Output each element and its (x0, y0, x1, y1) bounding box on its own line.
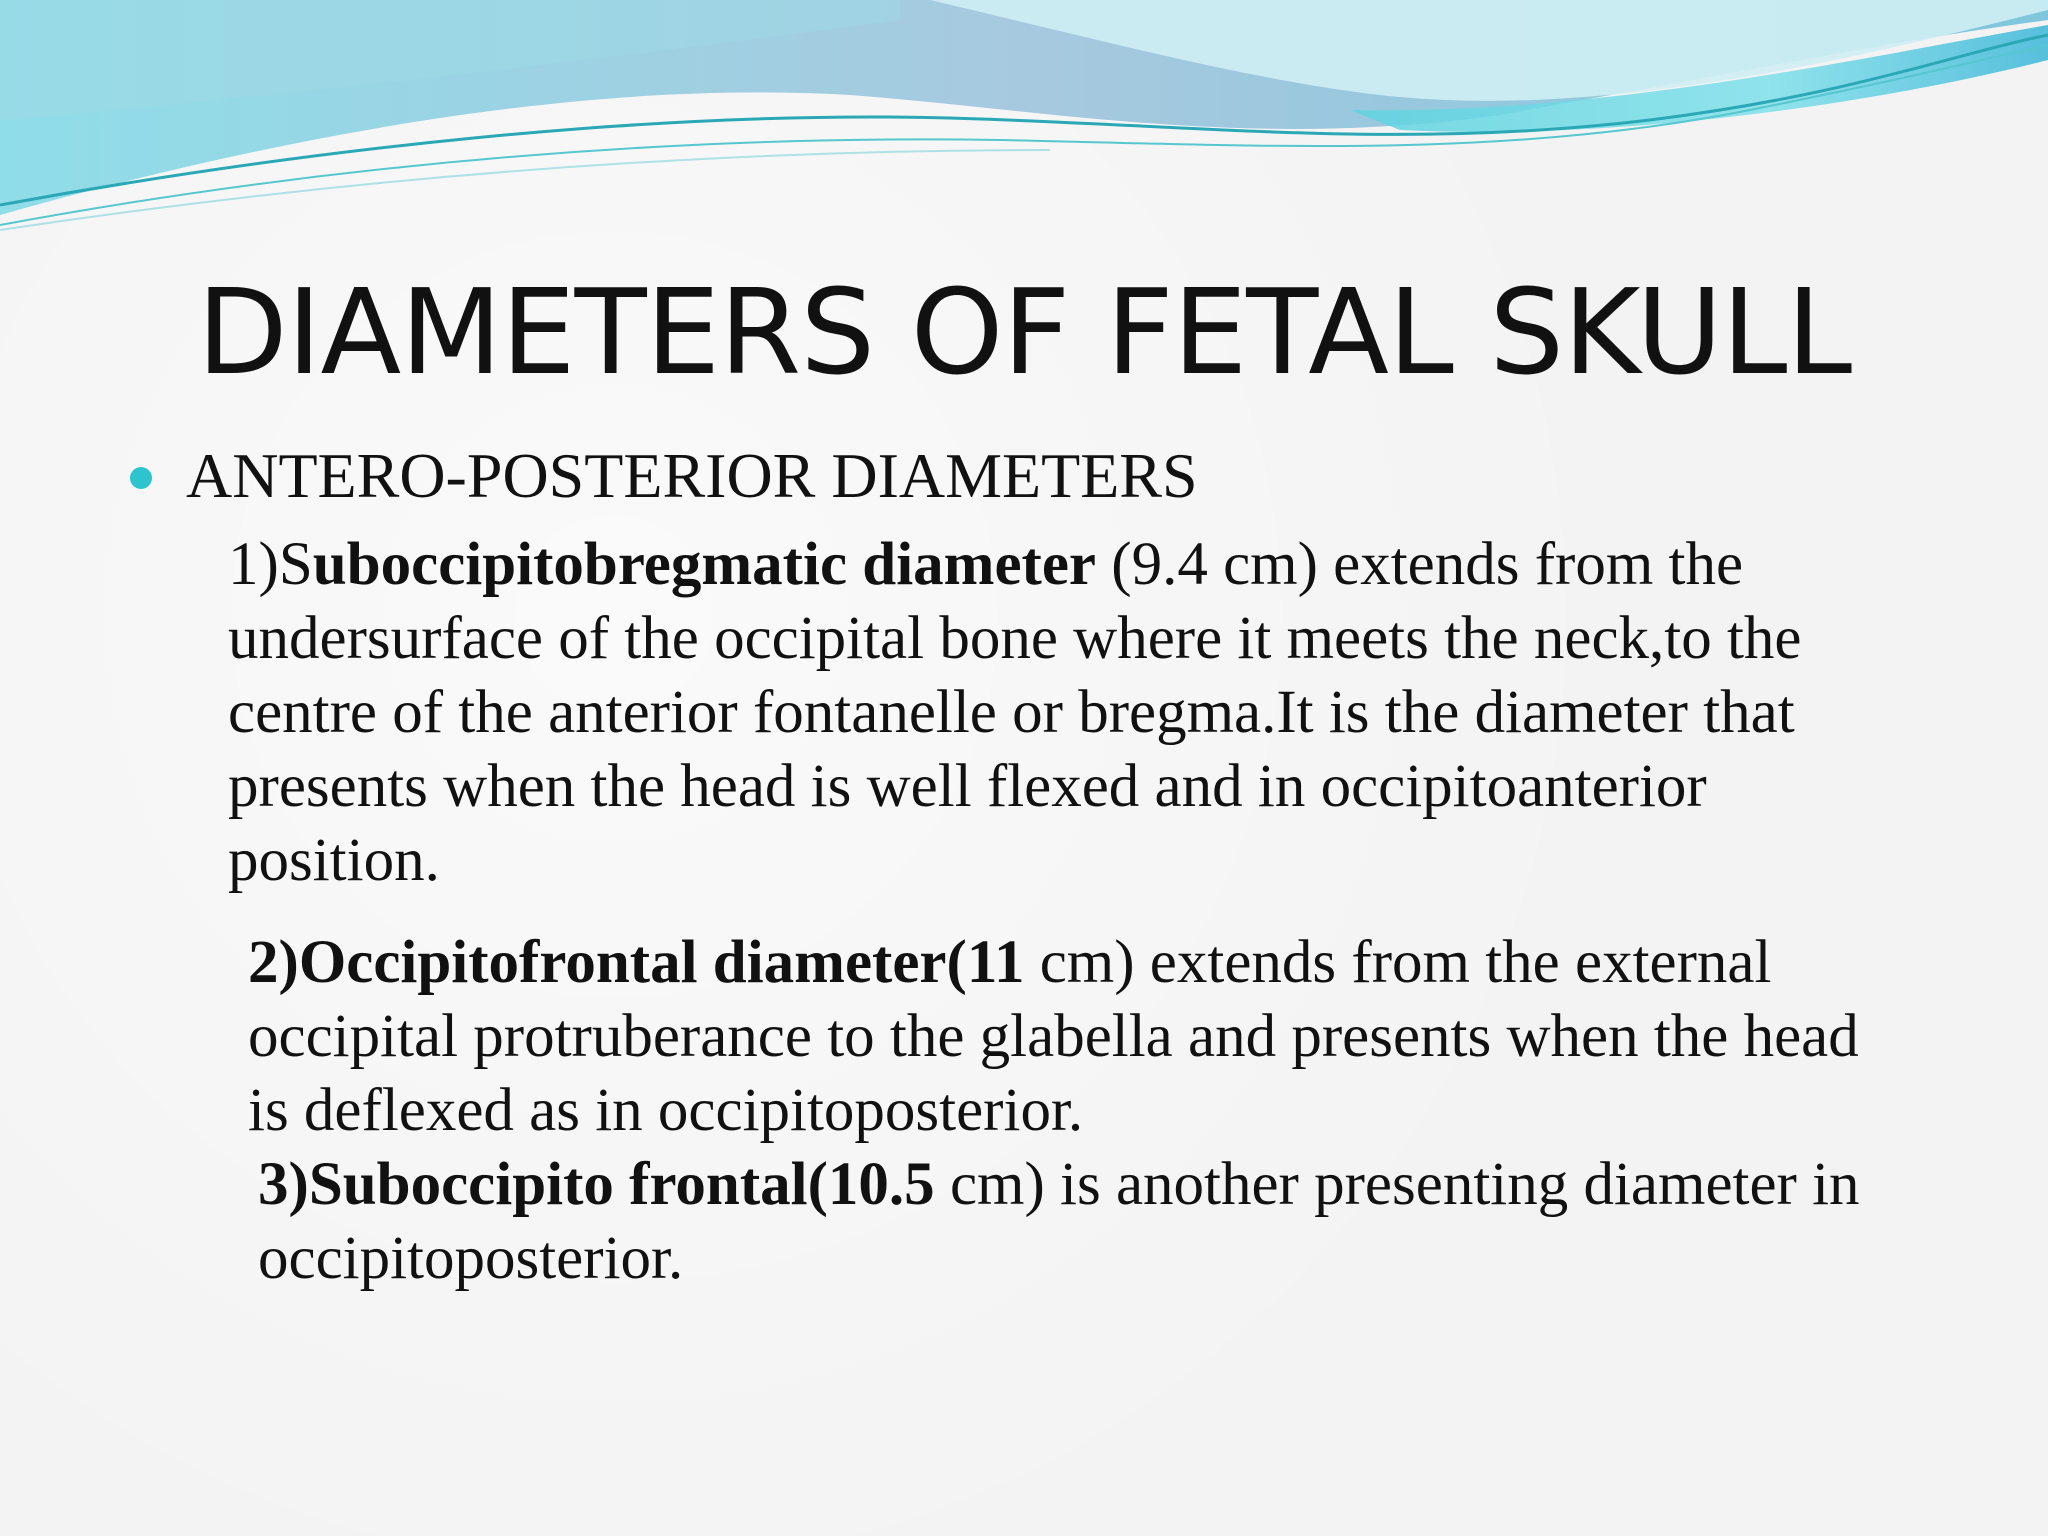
bullet-text: ANTERO-POSTERIOR DIAMETERS (186, 440, 1198, 511)
diameter-paragraph-3 (186, 1148, 1906, 1296)
slide-body (186, 434, 1906, 1296)
item-lead-letter: S (278, 531, 313, 598)
item-description: cm) extends from the external occipital protruberance to the glabella and presents when the head is deflexed as in occipitoposterior. (248, 929, 1859, 1144)
item-term: Suboccipito frontal(10.5 (308, 1151, 935, 1218)
slide-title: DIAMETERS OF FETAL SKULL (196, 263, 1852, 401)
bullet-dot-icon (130, 467, 152, 489)
item-number: 2) (248, 929, 299, 996)
bullet-item (186, 434, 1906, 518)
header-wave-decoration (0, 0, 2048, 240)
item-term: uboccipitobregmatic diameter (312, 531, 1096, 598)
diameter-paragraph-2 (186, 926, 1906, 1148)
diameter-paragraph-1 (186, 528, 1906, 898)
item-number: 1) (228, 531, 279, 598)
item-description: (9.4 cm) extends from the undersurface of the occipital bone where it meets the neck,to the centre of the anterior fontanelle or bregma.It is the diameter that presents when the head is well flexed and in occipitoanterior position. (228, 531, 1802, 894)
item-term: Occipitofrontal diameter(11 (298, 929, 1025, 996)
item-description: cm) is another presenting diameter in occipitoposterior. (258, 1151, 1860, 1292)
item-number: 3) (258, 1151, 309, 1218)
